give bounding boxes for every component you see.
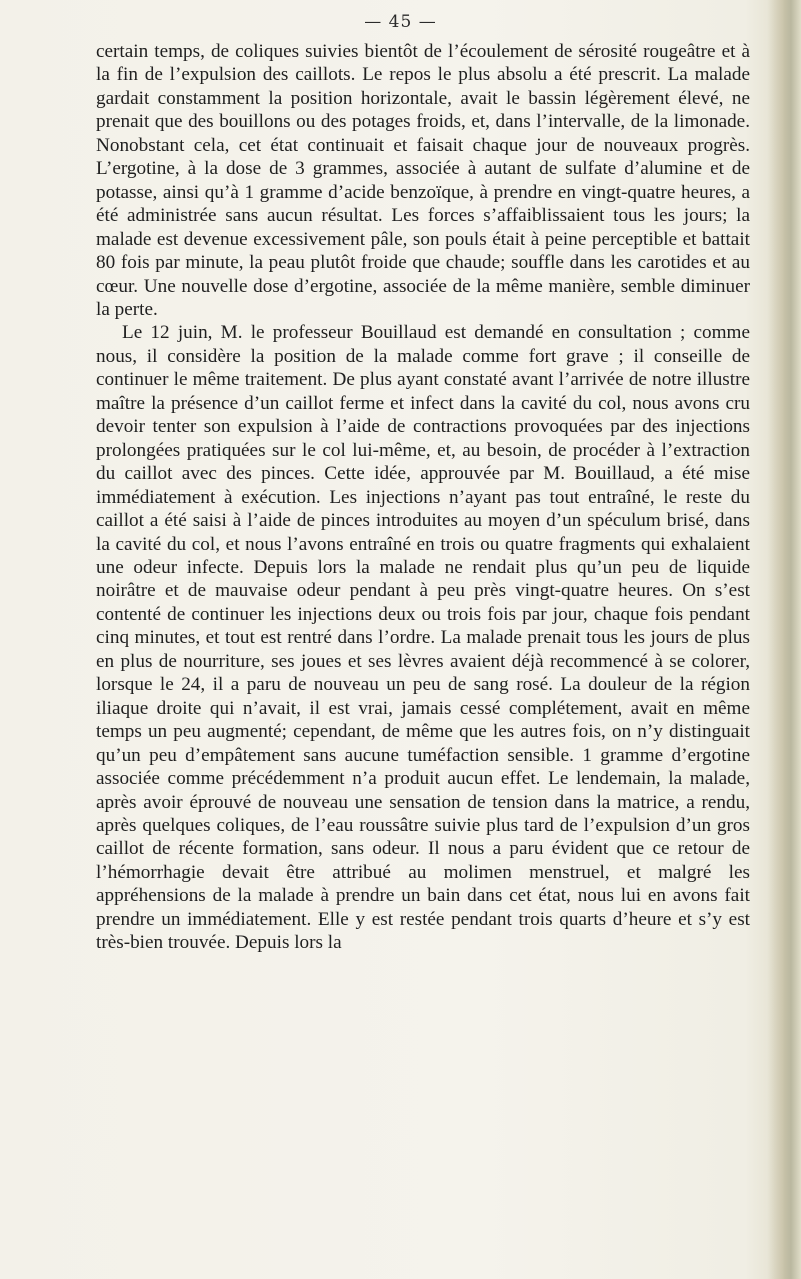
body-text — [96, 40, 750, 955]
paragraph-1: certain temps, de coliques suivies bientôt de l’écoulement de sérosité rougeâtre et à la fin de l’expulsion des caillots. Le repos le plus absolu a été prescrit. La malade gardait constamment la position horizontale, avait le bassin légèrement élevé, ne prenait que des bouillons ou des potages froids, et, dans l’intervalle, de la limonade. Nonobstant cela, cet état continuait et faisait chaque jour de nouveaux progrès. L’ergotine, à la dose de 3 grammes, associée à autant de sulfate d’alumine et de potasse, ainsi qu’à 1 gramme d’acide benzoïque, à prendre en vingt-quatre heures, a été administrée sans aucun résultat. Les forces s’affaiblissaient tous les jours; la malade est devenue excessivement pâle, son pouls était à peine perceptible et battait 80 fois par minute, la peau plutôt froide que chaude; souffle dans les carotides et au cœur. Une nouvelle dose d’ergotine, associée de la même manière, semble diminuer la perte. — [96, 41, 750, 320]
page-edge-shadow — [767, 0, 801, 1279]
page-number: — 45 — — [364, 12, 437, 32]
paragraph-2: Le 12 juin, M. le professeur Bouillaud est demandé en consultation ; comme nous, il considère la position de la malade comme fort grave ; il conseille de continuer le même traitement. De plus ayant constaté avant l’arrivée de notre illustre maître la présence d’un caillot ferme et infect dans la cavité du col, nous avons cru devoir tenter son expulsion à l’aide de contractions provoquées par des injections prolongées pratiquées sur le col lui-même, et, au besoin, de procéder à l’extraction du caillot avec des pinces. Cette idée, approuvée par M. Bouillaud, a été mise immédiatement à exécution. Les injections n’ayant pas tout entraîné, le reste du caillot a été saisi à l’aide de pinces introduites au moyen d’un spéculum brisé, dans la cavité du col, et nous l’avons entraîné en trois ou quatre fragments qui exhalaient une odeur infecte. Depuis lors la malade ne rendait plus qu’un peu de liquide noirâtre et de mauvaise odeur pendant à peu près vingt-quatre heures. On s’est contenté de continuer les injections deux ou trois fois par jour, chaque fois pendant cinq minutes, et tout est rentré dans l’ordre. La malade prenait tous les jours de plus en plus de nourriture, ses joues et ses lèvres avaient déjà recommencé à se colorer, lorsque le 24, il a paru de nouveau un peu de sang rosé. La douleur de la région iliaque droite qui n’avait, il est vrai, jamais cessé complétement, avait en même temps un peu augmenté; cependant, de même que les autres fois, on n’y distinguait qu’un peu d’empâtement sans aucune tuméfaction sensible. 1 gramme d’ergotine associée comme précédemment n’a produit aucun effet. Le lendemain, la malade, après avoir éprouvé de nouveau une sensation de tension dans la matrice, a rendu, après quelques coliques, de l’eau roussâtre suivie plus tard de l’expulsion d’un gros caillot de récente formation, sans odeur. Il nous a paru évident que ce retour de l’hémorrhagie devait être attribué au molimen menstruel, et malgré les appréhensions de la malade à prendre un bain dans cet état, nous lui en avons fait prendre un immédiatement. Elle y est restée pendant trois quarts d’heure et s’y est très-bien trouvée. Depuis lors la — [96, 322, 750, 954]
